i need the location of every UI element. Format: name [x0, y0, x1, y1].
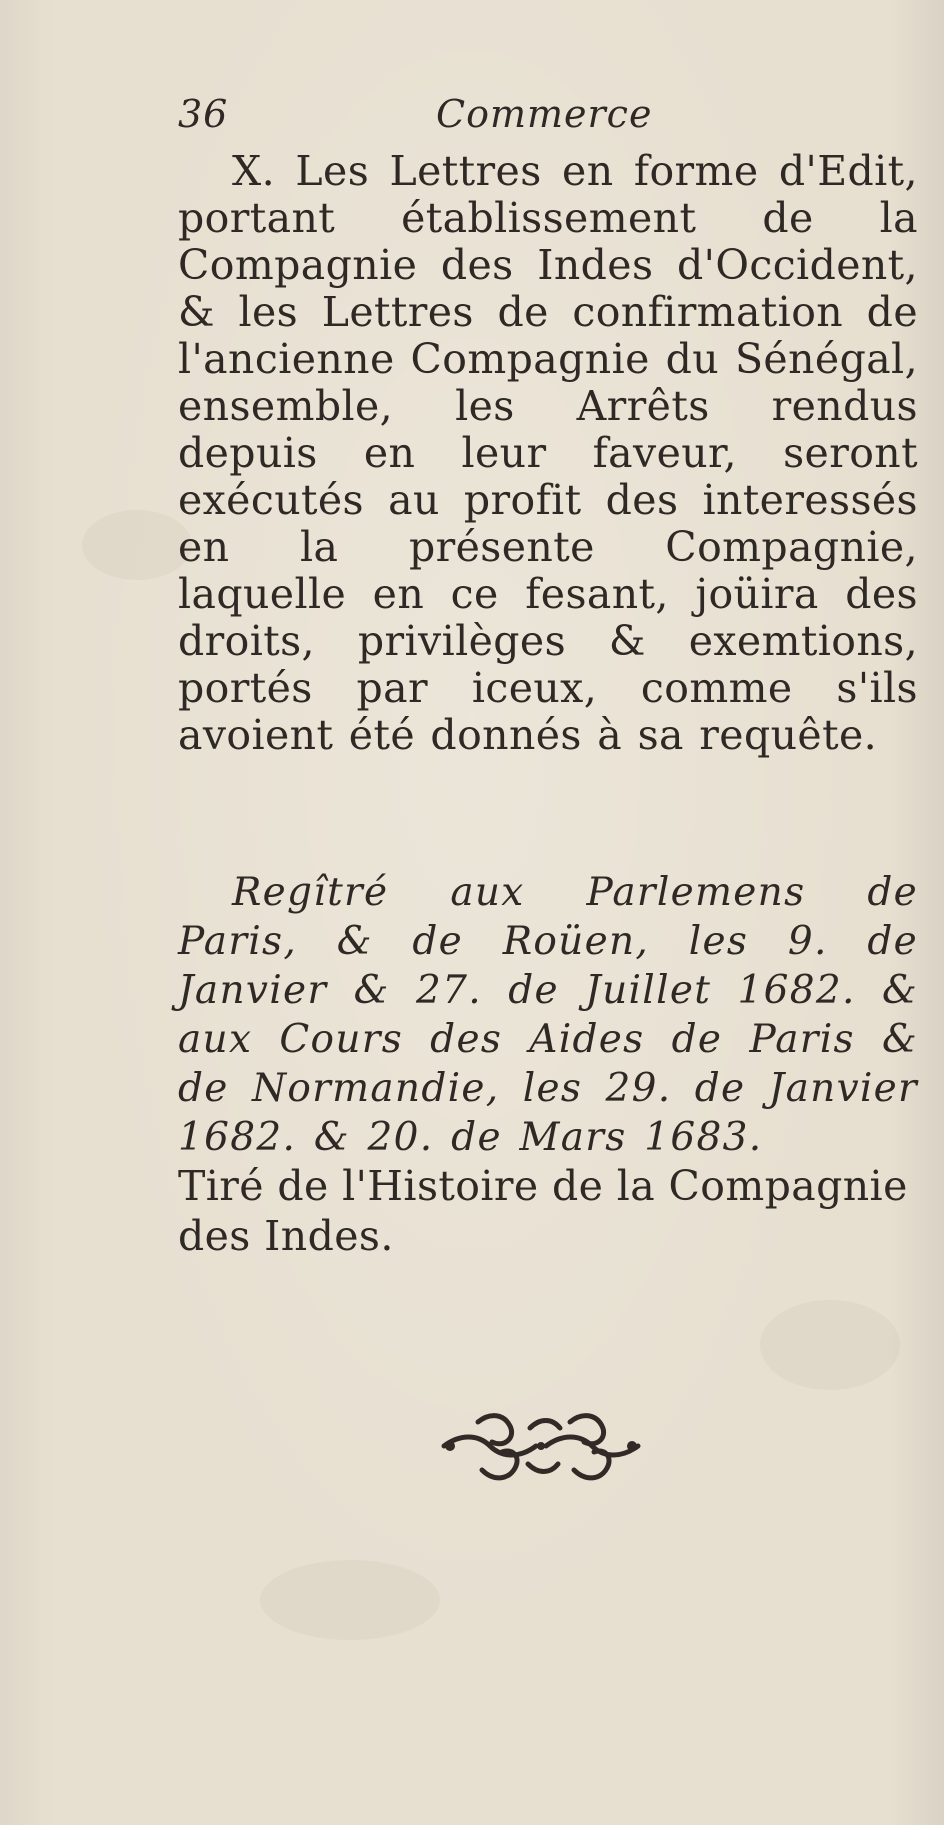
page-number: 36	[178, 92, 229, 136]
registration-note: Regîtré aux Parlemens de Paris, & de Roüen, les 9. de Janvier & 27. de Juillet 1682. & aux Cours des Aides de Paris & de Normandie, les 29. de Janvier 1682. & 20. de Mars 1683.	[178, 870, 918, 1160]
paper-stain	[82, 510, 192, 580]
fleuron-ornament-icon	[432, 1394, 650, 1498]
paper-stain	[260, 1560, 440, 1640]
paper-stain	[760, 1300, 900, 1390]
running-header	[178, 92, 918, 140]
running-title: Commerce	[436, 92, 653, 136]
source-note: Tiré de l'Histoire de la Compagnie des Indes.	[178, 1162, 908, 1260]
article-x-paragraph: X. Les Lettres en forme d'Edit, portant établissement de la Compagnie des Indes d'Occident, & les Lettres de confirmation de l'ancienne Compagnie du Sénégal, ensemble, les Arrêts rendus depuis en leur faveur, seront exécutés au profit des interessés en la présente Compagnie, laquelle en ce fesant, joüira des droits, privilèges & exemtions, portés par iceux, comme s'ils avoient été donnés à sa requête.	[178, 147, 918, 759]
